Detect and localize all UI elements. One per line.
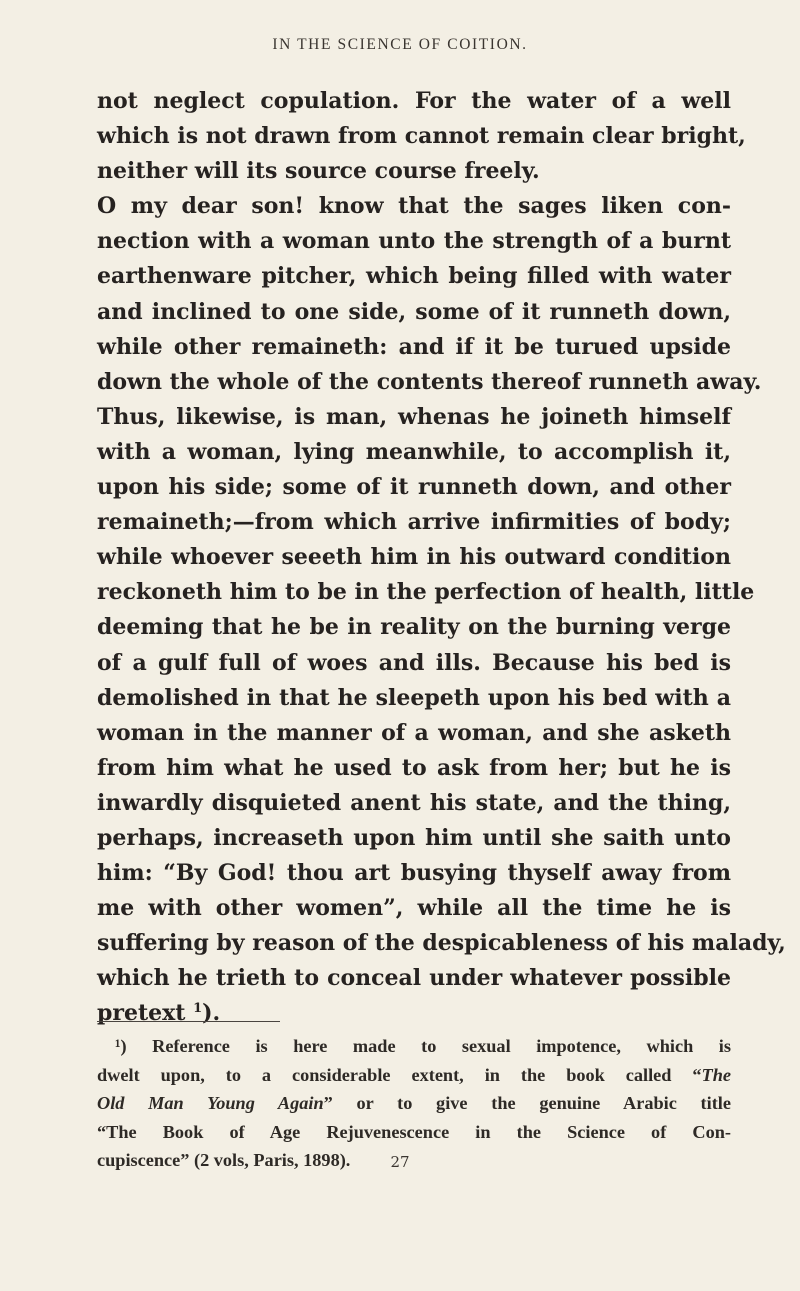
text-line: woman in the manner of a woman, and she asketh — [97, 719, 731, 746]
footnote-marker-close: ). — [202, 1000, 221, 1027]
text-line: perhaps, increaseth upon him until she saith unto — [97, 824, 731, 851]
text-line: while whoever seeeth him in his outward condition — [97, 544, 731, 571]
text-line: and inclined to one side, some of it runneth down, — [97, 298, 731, 325]
text-line: not neglect copulation. For the water of a well — [97, 88, 731, 114]
footnote-line: cupiscence” (2 vols, Paris, 1898). — [97, 1150, 351, 1170]
text-line: me with other women”, while all the time he is — [97, 895, 731, 922]
footnote-line-text: ” or to give the genuine Arabic title — [323, 1093, 731, 1113]
text-line: earthenware pitcher, which being filled with water — [97, 263, 731, 290]
footnote-marker[interactable]: 1 — [193, 1001, 203, 1017]
text-line: demolished in that he sleepeth upon his bed with a — [97, 684, 731, 711]
text-line: neither will its source course freely. — [97, 158, 540, 185]
text-line: of a gulf full of woes and ills. Because his bed is — [97, 649, 731, 676]
text-line: while other remaineth: and if it be turued upside — [97, 333, 731, 360]
footnote-line — [97, 1061, 731, 1090]
text-line: O my dear son! know that the sages liken con- — [97, 193, 731, 220]
text-line: reckoneth him to be in the perfection of health, little — [97, 579, 755, 606]
text-line-last — [97, 996, 731, 1031]
footnote-rule — [97, 1021, 280, 1022]
text-line: upon his side; some of it runneth down, and other — [97, 474, 731, 501]
footnote-line: ¹) Reference is here made to sexual impotence, which is — [115, 1036, 731, 1056]
text-line: from him what he used to ask from her; but he is — [97, 754, 731, 781]
page-number: 27 — [390, 1153, 410, 1171]
text-line: suffering by reason of the despicableness of his malady, — [97, 930, 786, 957]
text-line: him: “By God! thou art busying thyself away from — [97, 860, 731, 887]
text-line: which he trieth to conceal under whatever possible — [97, 965, 731, 992]
book-title: The — [701, 1064, 731, 1085]
text-line: deeming that he be in reality on the burning verge — [97, 614, 731, 641]
footnote-line: “The Book of Age Rejuvenescence in the Science of Con- — [97, 1121, 731, 1142]
text-line: Thus, likewise, is man, whenas he joineth himself — [97, 403, 731, 430]
footnote-line — [97, 1089, 731, 1118]
text-line-end: pretext — [97, 1000, 186, 1027]
text-line: down the whole of the contents thereof runneth away. — [97, 368, 762, 395]
text-line: with a woman, lying meanwhile, to accomplish it, — [97, 438, 731, 465]
text-line: inwardly disquieted anent his state, and the thing, — [97, 789, 731, 816]
footnote-line-text: dwelt upon, to a considerable extent, in the book called “ — [97, 1064, 702, 1085]
book-title: Old Man Young Again — [97, 1093, 324, 1113]
body-text — [97, 84, 786, 1032]
text-line: nection with a woman unto the strength of a burnt — [97, 228, 731, 255]
running-head: IN THE SCIENCE OF COITION. — [272, 36, 528, 53]
text-line: remaineth;—from which arrive infirmities of body; — [97, 509, 731, 536]
text-line: which is not drawn from cannot remain clear bright, — [97, 123, 746, 150]
